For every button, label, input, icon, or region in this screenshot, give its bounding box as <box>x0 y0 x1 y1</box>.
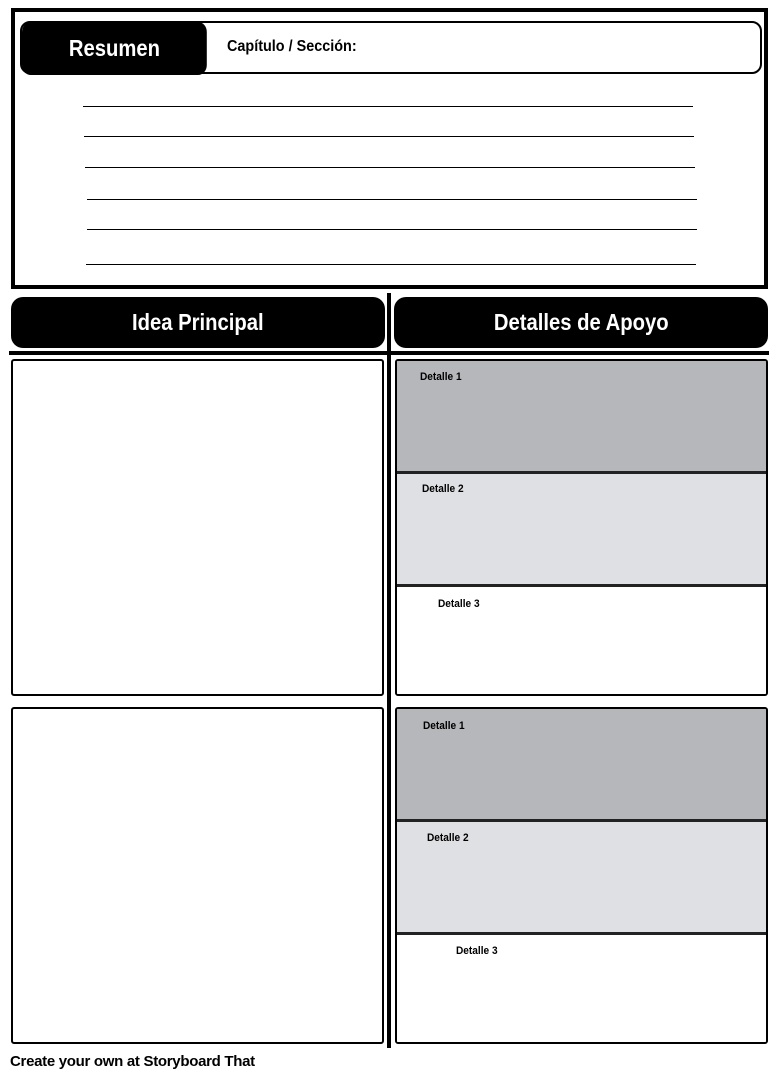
supporting-details-header <box>394 297 768 348</box>
main-idea-header-label: Idea Principal <box>132 309 264 335</box>
storyboard-that-credit[interactable]: Create your own at Storyboard That <box>10 1053 255 1070</box>
main-idea-box-1[interactable] <box>11 359 384 696</box>
summary-section <box>11 8 768 289</box>
supporting-details-header-label: Detalles de Apoyo <box>493 309 669 335</box>
detail-3-label: Detalle 3 <box>456 945 498 957</box>
detail-2-label: Detalle 2 <box>427 832 469 844</box>
summary-writing-line[interactable] <box>85 167 695 168</box>
summary-writing-line[interactable] <box>84 136 694 137</box>
summary-writing-line[interactable] <box>87 229 697 230</box>
details-box-2 <box>395 707 768 1044</box>
summary-header <box>20 21 762 74</box>
detail-3-label: Detalle 3 <box>438 598 480 610</box>
vertical-divider <box>387 293 391 1048</box>
detail-2-area[interactable] <box>397 822 766 933</box>
detail-1-area[interactable] <box>397 361 766 472</box>
summary-writing-line[interactable] <box>83 106 693 107</box>
detail-3-area[interactable] <box>397 935 766 1044</box>
main-idea-header <box>11 297 385 348</box>
main-idea-box-2[interactable] <box>11 707 384 1044</box>
detail-2-label: Detalle 2 <box>422 483 464 495</box>
detail-3-area[interactable] <box>397 587 766 696</box>
detail-1-label: Detalle 1 <box>420 371 462 383</box>
detail-2-area[interactable] <box>397 474 766 585</box>
detail-1-area[interactable] <box>397 709 766 820</box>
detail-1-label: Detalle 1 <box>423 720 465 732</box>
details-box-1 <box>395 359 768 696</box>
summary-title: Resumen <box>22 22 207 75</box>
summary-writing-line[interactable] <box>86 264 696 265</box>
summary-writing-line[interactable] <box>87 199 697 200</box>
chapter-section-label: Capítulo / Sección: <box>227 38 357 55</box>
